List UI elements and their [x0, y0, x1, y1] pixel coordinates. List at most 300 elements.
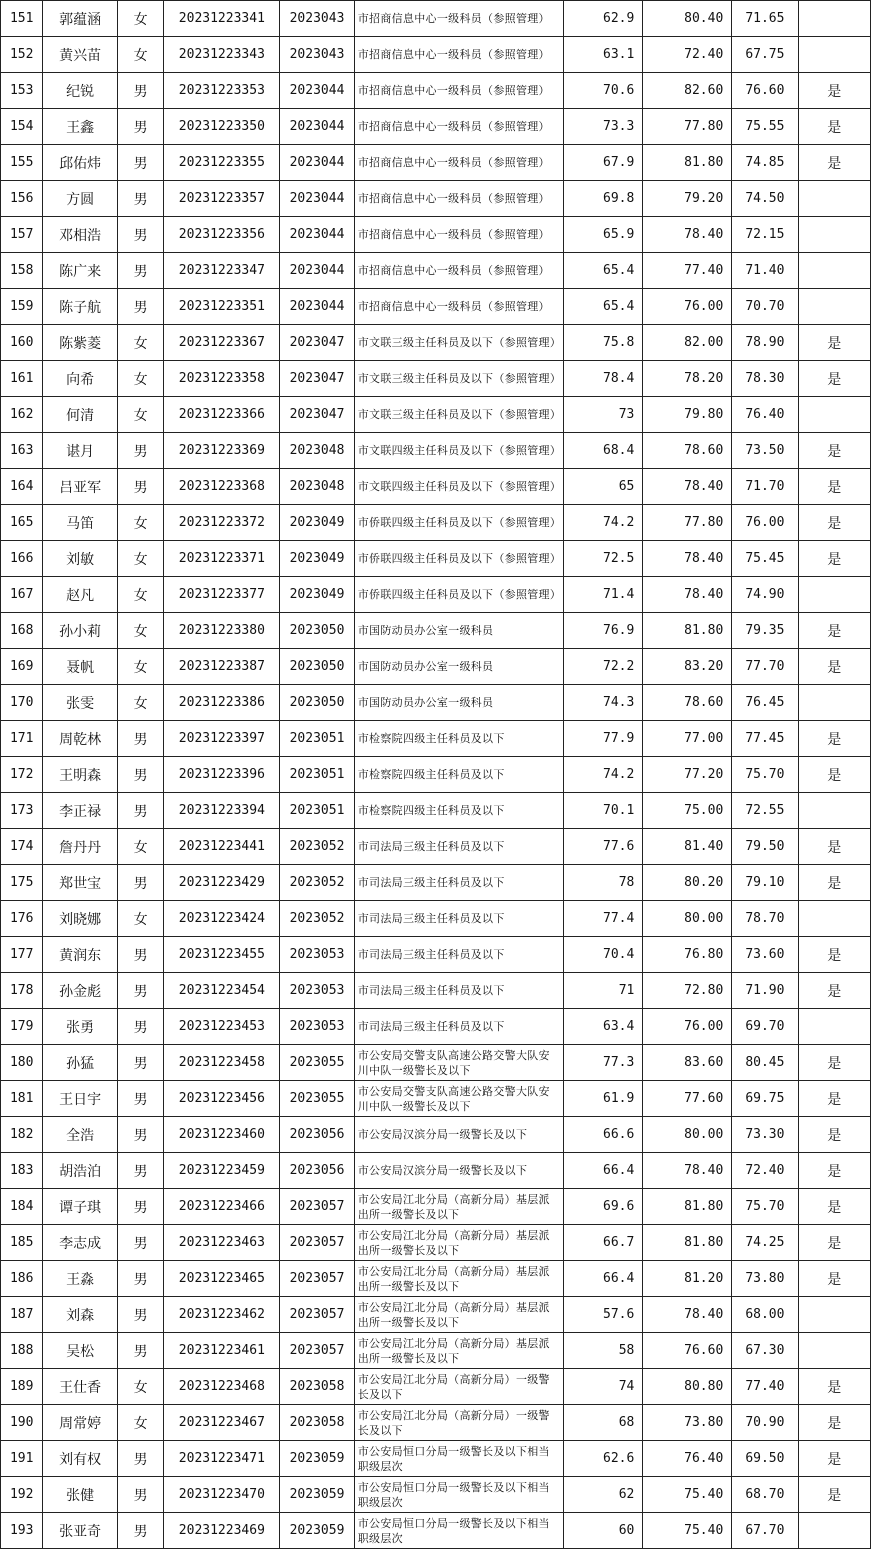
row-number-cell: 184: [1, 1189, 43, 1225]
table-row: [1, 469, 871, 505]
position-code-cell: 2023053: [280, 973, 354, 1009]
interview-score-cell: 78.40: [643, 469, 732, 505]
table-row: [1, 1477, 871, 1513]
name-cell: 孙猛: [43, 1045, 117, 1081]
position-name-cell: 市公安局江北分局（高新分局）一级警长及以下: [354, 1405, 563, 1441]
written-score-cell: 62: [563, 1477, 643, 1513]
advance-mark-cell: 是: [798, 1081, 871, 1117]
table-row: [1, 1369, 871, 1405]
name-cell: 黄兴苗: [43, 37, 117, 73]
position-code-cell: 2023059: [280, 1441, 354, 1477]
position-name-cell: 市公安局江北分局（高新分局）基层派出所一级警长及以下: [354, 1333, 563, 1369]
position-name-cell: 市公安局恒口分局一级警长及以下相当职级层次: [354, 1477, 563, 1513]
position-name-cell: 市国防动员办公室一级科员: [354, 685, 563, 721]
table-row: [1, 1081, 871, 1117]
position-name-cell: 市公安局江北分局（高新分局）基层派出所一级警长及以下: [354, 1261, 563, 1297]
gender-cell: 男: [117, 253, 164, 289]
name-cell: 孙金彪: [43, 973, 117, 1009]
total-score-cell: 75.55: [732, 109, 798, 145]
position-name-cell: 市公安局江北分局（高新分局）基层派出所一级警长及以下: [354, 1225, 563, 1261]
gender-cell: 女: [117, 1369, 164, 1405]
exam-ticket-cell: 20231223465: [164, 1261, 280, 1297]
interview-score-cell: 80.80: [643, 1369, 732, 1405]
position-code-cell: 2023044: [280, 145, 354, 181]
advance-mark-cell: 是: [798, 1045, 871, 1081]
written-score-cell: 69.6: [563, 1189, 643, 1225]
advance-mark-cell: 是: [798, 1117, 871, 1153]
table-row: [1, 685, 871, 721]
position-code-cell: 2023057: [280, 1333, 354, 1369]
name-cell: 王鑫: [43, 109, 117, 145]
exam-ticket-cell: 20231223353: [164, 73, 280, 109]
exam-ticket-cell: 20231223461: [164, 1333, 280, 1369]
interview-score-cell: 76.40: [643, 1441, 732, 1477]
position-name-cell: 市司法局三级主任科员及以下: [354, 937, 563, 973]
advance-mark-cell: 是: [798, 73, 871, 109]
table-row: [1, 1045, 871, 1081]
interview-score-cell: 83.20: [643, 649, 732, 685]
interview-score-cell: 81.20: [643, 1261, 732, 1297]
written-score-cell: 63.1: [563, 37, 643, 73]
row-number-cell: 154: [1, 109, 43, 145]
exam-ticket-cell: 20231223343: [164, 37, 280, 73]
name-cell: 谭子琪: [43, 1189, 117, 1225]
table-row: [1, 37, 871, 73]
interview-score-cell: 79.20: [643, 181, 732, 217]
name-cell: 刘森: [43, 1297, 117, 1333]
position-code-cell: 2023043: [280, 37, 354, 73]
advance-mark-cell: [798, 1297, 871, 1333]
interview-score-cell: 80.00: [643, 1117, 732, 1153]
total-score-cell: 71.70: [732, 469, 798, 505]
written-score-cell: 66.4: [563, 1153, 643, 1189]
advance-mark-cell: 是: [798, 1153, 871, 1189]
gender-cell: 男: [117, 1189, 164, 1225]
total-score-cell: 76.00: [732, 505, 798, 541]
written-score-cell: 68.4: [563, 433, 643, 469]
total-score-cell: 78.30: [732, 361, 798, 397]
total-score-cell: 80.45: [732, 1045, 798, 1081]
interview-score-cell: 82.60: [643, 73, 732, 109]
table-row: [1, 73, 871, 109]
table-row: [1, 1333, 871, 1369]
total-score-cell: 68.00: [732, 1297, 798, 1333]
name-cell: 李正禄: [43, 793, 117, 829]
advance-mark-cell: [798, 1, 871, 37]
exam-ticket-cell: 20231223455: [164, 937, 280, 973]
interview-score-cell: 77.60: [643, 1081, 732, 1117]
total-score-cell: 67.30: [732, 1333, 798, 1369]
gender-cell: 女: [117, 613, 164, 649]
position-name-cell: 市司法局三级主任科员及以下: [354, 865, 563, 901]
row-number-cell: 187: [1, 1297, 43, 1333]
gender-cell: 男: [117, 1153, 164, 1189]
position-name-cell: 市公安局恒口分局一级警长及以下相当职级层次: [354, 1513, 563, 1549]
table-row: [1, 541, 871, 577]
table-row: [1, 577, 871, 613]
interview-score-cell: 72.80: [643, 973, 732, 1009]
advance-mark-cell: 是: [798, 973, 871, 1009]
written-score-cell: 77.3: [563, 1045, 643, 1081]
gender-cell: 男: [117, 1045, 164, 1081]
total-score-cell: 75.45: [732, 541, 798, 577]
row-number-cell: 190: [1, 1405, 43, 1441]
table-row: [1, 613, 871, 649]
written-score-cell: 65.4: [563, 289, 643, 325]
position-code-cell: 2023049: [280, 541, 354, 577]
exam-ticket-cell: 20231223397: [164, 721, 280, 757]
interview-score-cell: 77.20: [643, 757, 732, 793]
advance-mark-cell: 是: [798, 325, 871, 361]
position-code-cell: 2023049: [280, 505, 354, 541]
total-score-cell: 73.30: [732, 1117, 798, 1153]
row-number-cell: 171: [1, 721, 43, 757]
position-name-cell: 市侨联四级主任科员及以下（参照管理）: [354, 577, 563, 613]
exam-ticket-cell: 20231223341: [164, 1, 280, 37]
position-name-cell: 市招商信息中心一级科员（参照管理）: [354, 145, 563, 181]
table-row: [1, 397, 871, 433]
row-number-cell: 180: [1, 1045, 43, 1081]
exam-ticket-cell: 20231223367: [164, 325, 280, 361]
table-row: [1, 973, 871, 1009]
written-score-cell: 78: [563, 865, 643, 901]
row-number-cell: 189: [1, 1369, 43, 1405]
total-score-cell: 71.90: [732, 973, 798, 1009]
table-row: [1, 1441, 871, 1477]
position-name-cell: 市国防动员办公室一级科员: [354, 649, 563, 685]
advance-mark-cell: 是: [798, 1189, 871, 1225]
total-score-cell: 75.70: [732, 757, 798, 793]
interview-score-cell: 78.20: [643, 361, 732, 397]
table-row: [1, 1297, 871, 1333]
position-code-cell: 2023059: [280, 1477, 354, 1513]
name-cell: 刘晓娜: [43, 901, 117, 937]
position-code-cell: 2023052: [280, 865, 354, 901]
interview-score-cell: 78.40: [643, 577, 732, 613]
advance-mark-cell: 是: [798, 613, 871, 649]
exam-ticket-cell: 20231223368: [164, 469, 280, 505]
position-code-cell: 2023055: [280, 1045, 354, 1081]
row-number-cell: 172: [1, 757, 43, 793]
interview-score-cell: 77.80: [643, 505, 732, 541]
advance-mark-cell: [798, 253, 871, 289]
exam-ticket-cell: 20231223350: [164, 109, 280, 145]
gender-cell: 男: [117, 1081, 164, 1117]
position-code-cell: 2023044: [280, 289, 354, 325]
exam-ticket-cell: 20231223387: [164, 649, 280, 685]
advance-mark-cell: 是: [798, 541, 871, 577]
name-cell: 邱佑炜: [43, 145, 117, 181]
position-code-cell: 2023053: [280, 937, 354, 973]
table-row: [1, 433, 871, 469]
position-code-cell: 2023057: [280, 1261, 354, 1297]
position-code-cell: 2023047: [280, 397, 354, 433]
exam-ticket-cell: 20231223355: [164, 145, 280, 181]
position-code-cell: 2023051: [280, 793, 354, 829]
position-name-cell: 市检察院四级主任科员及以下: [354, 757, 563, 793]
gender-cell: 女: [117, 829, 164, 865]
position-code-cell: 2023044: [280, 109, 354, 145]
name-cell: 孙小莉: [43, 613, 117, 649]
total-score-cell: 69.75: [732, 1081, 798, 1117]
total-score-cell: 73.80: [732, 1261, 798, 1297]
name-cell: 周常婷: [43, 1405, 117, 1441]
name-cell: 胡浩泊: [43, 1153, 117, 1189]
interview-score-cell: 73.80: [643, 1405, 732, 1441]
position-name-cell: 市公安局江北分局（高新分局）一级警长及以下: [354, 1369, 563, 1405]
gender-cell: 女: [117, 577, 164, 613]
position-code-cell: 2023052: [280, 829, 354, 865]
name-cell: 张勇: [43, 1009, 117, 1045]
advance-mark-cell: 是: [798, 361, 871, 397]
row-number-cell: 159: [1, 289, 43, 325]
gender-cell: 男: [117, 433, 164, 469]
gender-cell: 男: [117, 1225, 164, 1261]
gender-cell: 男: [117, 1261, 164, 1297]
written-score-cell: 74: [563, 1369, 643, 1405]
total-score-cell: 71.40: [732, 253, 798, 289]
advance-mark-cell: [798, 289, 871, 325]
position-code-cell: 2023056: [280, 1153, 354, 1189]
table-row: [1, 361, 871, 397]
total-score-cell: 72.15: [732, 217, 798, 253]
position-code-cell: 2023044: [280, 253, 354, 289]
table-row: [1, 145, 871, 181]
interview-score-cell: 75.40: [643, 1477, 732, 1513]
table-row: [1, 649, 871, 685]
total-score-cell: 68.70: [732, 1477, 798, 1513]
total-score-cell: 77.40: [732, 1369, 798, 1405]
name-cell: 王仕香: [43, 1369, 117, 1405]
name-cell: 郑世宝: [43, 865, 117, 901]
exam-ticket-cell: 20231223371: [164, 541, 280, 577]
written-score-cell: 65: [563, 469, 643, 505]
advance-mark-cell: [798, 1333, 871, 1369]
row-number-cell: 178: [1, 973, 43, 1009]
name-cell: 王淼: [43, 1261, 117, 1297]
gender-cell: 男: [117, 757, 164, 793]
total-score-cell: 79.50: [732, 829, 798, 865]
row-number-cell: 186: [1, 1261, 43, 1297]
exam-ticket-cell: 20231223351: [164, 289, 280, 325]
exam-ticket-cell: 20231223358: [164, 361, 280, 397]
name-cell: 方圆: [43, 181, 117, 217]
exam-ticket-cell: 20231223357: [164, 181, 280, 217]
row-number-cell: 151: [1, 1, 43, 37]
table-body: [1, 1, 871, 1549]
position-code-cell: 2023055: [280, 1081, 354, 1117]
row-number-cell: 188: [1, 1333, 43, 1369]
written-score-cell: 77.6: [563, 829, 643, 865]
exam-ticket-cell: 20231223454: [164, 973, 280, 1009]
row-number-cell: 163: [1, 433, 43, 469]
interview-score-cell: 81.80: [643, 145, 732, 181]
exam-ticket-cell: 20231223460: [164, 1117, 280, 1153]
written-score-cell: 77.9: [563, 721, 643, 757]
written-score-cell: 74.2: [563, 505, 643, 541]
gender-cell: 男: [117, 181, 164, 217]
advance-mark-cell: [798, 397, 871, 433]
row-number-cell: 179: [1, 1009, 43, 1045]
interview-score-cell: 78.40: [643, 217, 732, 253]
interview-score-cell: 83.60: [643, 1045, 732, 1081]
interview-score-cell: 78.60: [643, 685, 732, 721]
position-name-cell: 市招商信息中心一级科员（参照管理）: [354, 1, 563, 37]
name-cell: 张亚奇: [43, 1513, 117, 1549]
exam-ticket-cell: 20231223456: [164, 1081, 280, 1117]
table-row: [1, 1225, 871, 1261]
exam-ticket-cell: 20231223466: [164, 1189, 280, 1225]
advance-mark-cell: 是: [798, 505, 871, 541]
written-score-cell: 66.4: [563, 1261, 643, 1297]
row-number-cell: 169: [1, 649, 43, 685]
gender-cell: 女: [117, 649, 164, 685]
interview-score-cell: 81.40: [643, 829, 732, 865]
position-code-cell: 2023049: [280, 577, 354, 613]
position-code-cell: 2023044: [280, 217, 354, 253]
total-score-cell: 74.25: [732, 1225, 798, 1261]
name-cell: 向希: [43, 361, 117, 397]
advance-mark-cell: 是: [798, 937, 871, 973]
row-number-cell: 173: [1, 793, 43, 829]
total-score-cell: 79.10: [732, 865, 798, 901]
table-row: [1, 757, 871, 793]
table-row: [1, 721, 871, 757]
total-score-cell: 70.70: [732, 289, 798, 325]
exam-ticket-cell: 20231223468: [164, 1369, 280, 1405]
advance-mark-cell: 是: [798, 433, 871, 469]
gender-cell: 女: [117, 397, 164, 433]
advance-mark-cell: [798, 181, 871, 217]
gender-cell: 男: [117, 1333, 164, 1369]
position-code-cell: 2023059: [280, 1513, 354, 1549]
name-cell: 陈广来: [43, 253, 117, 289]
total-score-cell: 73.50: [732, 433, 798, 469]
advance-mark-cell: 是: [798, 1477, 871, 1513]
written-score-cell: 71: [563, 973, 643, 1009]
position-code-cell: 2023053: [280, 1009, 354, 1045]
row-number-cell: 170: [1, 685, 43, 721]
position-code-cell: 2023047: [280, 361, 354, 397]
exam-ticket-cell: 20231223347: [164, 253, 280, 289]
position-name-cell: 市招商信息中心一级科员（参照管理）: [354, 217, 563, 253]
table-row: [1, 1009, 871, 1045]
position-code-cell: 2023050: [280, 613, 354, 649]
name-cell: 何清: [43, 397, 117, 433]
written-score-cell: 73.3: [563, 109, 643, 145]
advance-mark-cell: [798, 685, 871, 721]
position-name-cell: 市司法局三级主任科员及以下: [354, 1009, 563, 1045]
row-number-cell: 162: [1, 397, 43, 433]
table-row: [1, 217, 871, 253]
position-code-cell: 2023056: [280, 1117, 354, 1153]
name-cell: 陈子航: [43, 289, 117, 325]
interview-score-cell: 76.60: [643, 1333, 732, 1369]
interview-score-cell: 78.40: [643, 541, 732, 577]
gender-cell: 男: [117, 1297, 164, 1333]
total-score-cell: 79.35: [732, 613, 798, 649]
name-cell: 王日宇: [43, 1081, 117, 1117]
row-number-cell: 192: [1, 1477, 43, 1513]
table-row: [1, 181, 871, 217]
gender-cell: 女: [117, 361, 164, 397]
position-code-cell: 2023057: [280, 1225, 354, 1261]
interview-score-cell: 78.40: [643, 1297, 732, 1333]
row-number-cell: 153: [1, 73, 43, 109]
total-score-cell: 74.90: [732, 577, 798, 613]
position-code-cell: 2023044: [280, 181, 354, 217]
written-score-cell: 67.9: [563, 145, 643, 181]
gender-cell: 女: [117, 1, 164, 37]
table-row: [1, 289, 871, 325]
advance-mark-cell: [798, 217, 871, 253]
advance-mark-cell: 是: [798, 721, 871, 757]
gender-cell: 男: [117, 721, 164, 757]
name-cell: 聂帆: [43, 649, 117, 685]
interview-score-cell: 81.80: [643, 1225, 732, 1261]
table-row: [1, 1, 871, 37]
advance-mark-cell: 是: [798, 1405, 871, 1441]
written-score-cell: 71.4: [563, 577, 643, 613]
name-cell: 李志成: [43, 1225, 117, 1261]
name-cell: 刘敏: [43, 541, 117, 577]
total-score-cell: 72.40: [732, 1153, 798, 1189]
written-score-cell: 65.4: [563, 253, 643, 289]
exam-ticket-cell: 20231223396: [164, 757, 280, 793]
position-name-cell: 市招商信息中心一级科员（参照管理）: [354, 253, 563, 289]
total-score-cell: 78.70: [732, 901, 798, 937]
row-number-cell: 161: [1, 361, 43, 397]
table-row: [1, 109, 871, 145]
advance-mark-cell: 是: [798, 649, 871, 685]
position-code-cell: 2023057: [280, 1297, 354, 1333]
row-number-cell: 155: [1, 145, 43, 181]
written-score-cell: 73: [563, 397, 643, 433]
exam-ticket-cell: 20231223372: [164, 505, 280, 541]
row-number-cell: 156: [1, 181, 43, 217]
table-row: [1, 793, 871, 829]
name-cell: 谌月: [43, 433, 117, 469]
interview-score-cell: 72.40: [643, 37, 732, 73]
total-score-cell: 74.85: [732, 145, 798, 181]
table-row: [1, 1261, 871, 1297]
exam-ticket-cell: 20231223470: [164, 1477, 280, 1513]
position-name-cell: 市招商信息中心一级科员（参照管理）: [354, 109, 563, 145]
position-name-cell: 市文联四级主任科员及以下（参照管理）: [354, 433, 563, 469]
row-number-cell: 175: [1, 865, 43, 901]
exam-ticket-cell: 20231223394: [164, 793, 280, 829]
written-score-cell: 68: [563, 1405, 643, 1441]
written-score-cell: 65.9: [563, 217, 643, 253]
total-score-cell: 67.75: [732, 37, 798, 73]
advance-mark-cell: [798, 37, 871, 73]
total-score-cell: 77.45: [732, 721, 798, 757]
interview-score-cell: 82.00: [643, 325, 732, 361]
exam-ticket-cell: 20231223366: [164, 397, 280, 433]
interview-score-cell: 76.80: [643, 937, 732, 973]
row-number-cell: 168: [1, 613, 43, 649]
total-score-cell: 76.60: [732, 73, 798, 109]
position-code-cell: 2023051: [280, 757, 354, 793]
interview-score-cell: 80.40: [643, 1, 732, 37]
written-score-cell: 57.6: [563, 1297, 643, 1333]
total-score-cell: 73.60: [732, 937, 798, 973]
position-code-cell: 2023058: [280, 1369, 354, 1405]
written-score-cell: 60: [563, 1513, 643, 1549]
exam-ticket-cell: 20231223453: [164, 1009, 280, 1045]
written-score-cell: 63.4: [563, 1009, 643, 1045]
advance-mark-cell: 是: [798, 1261, 871, 1297]
